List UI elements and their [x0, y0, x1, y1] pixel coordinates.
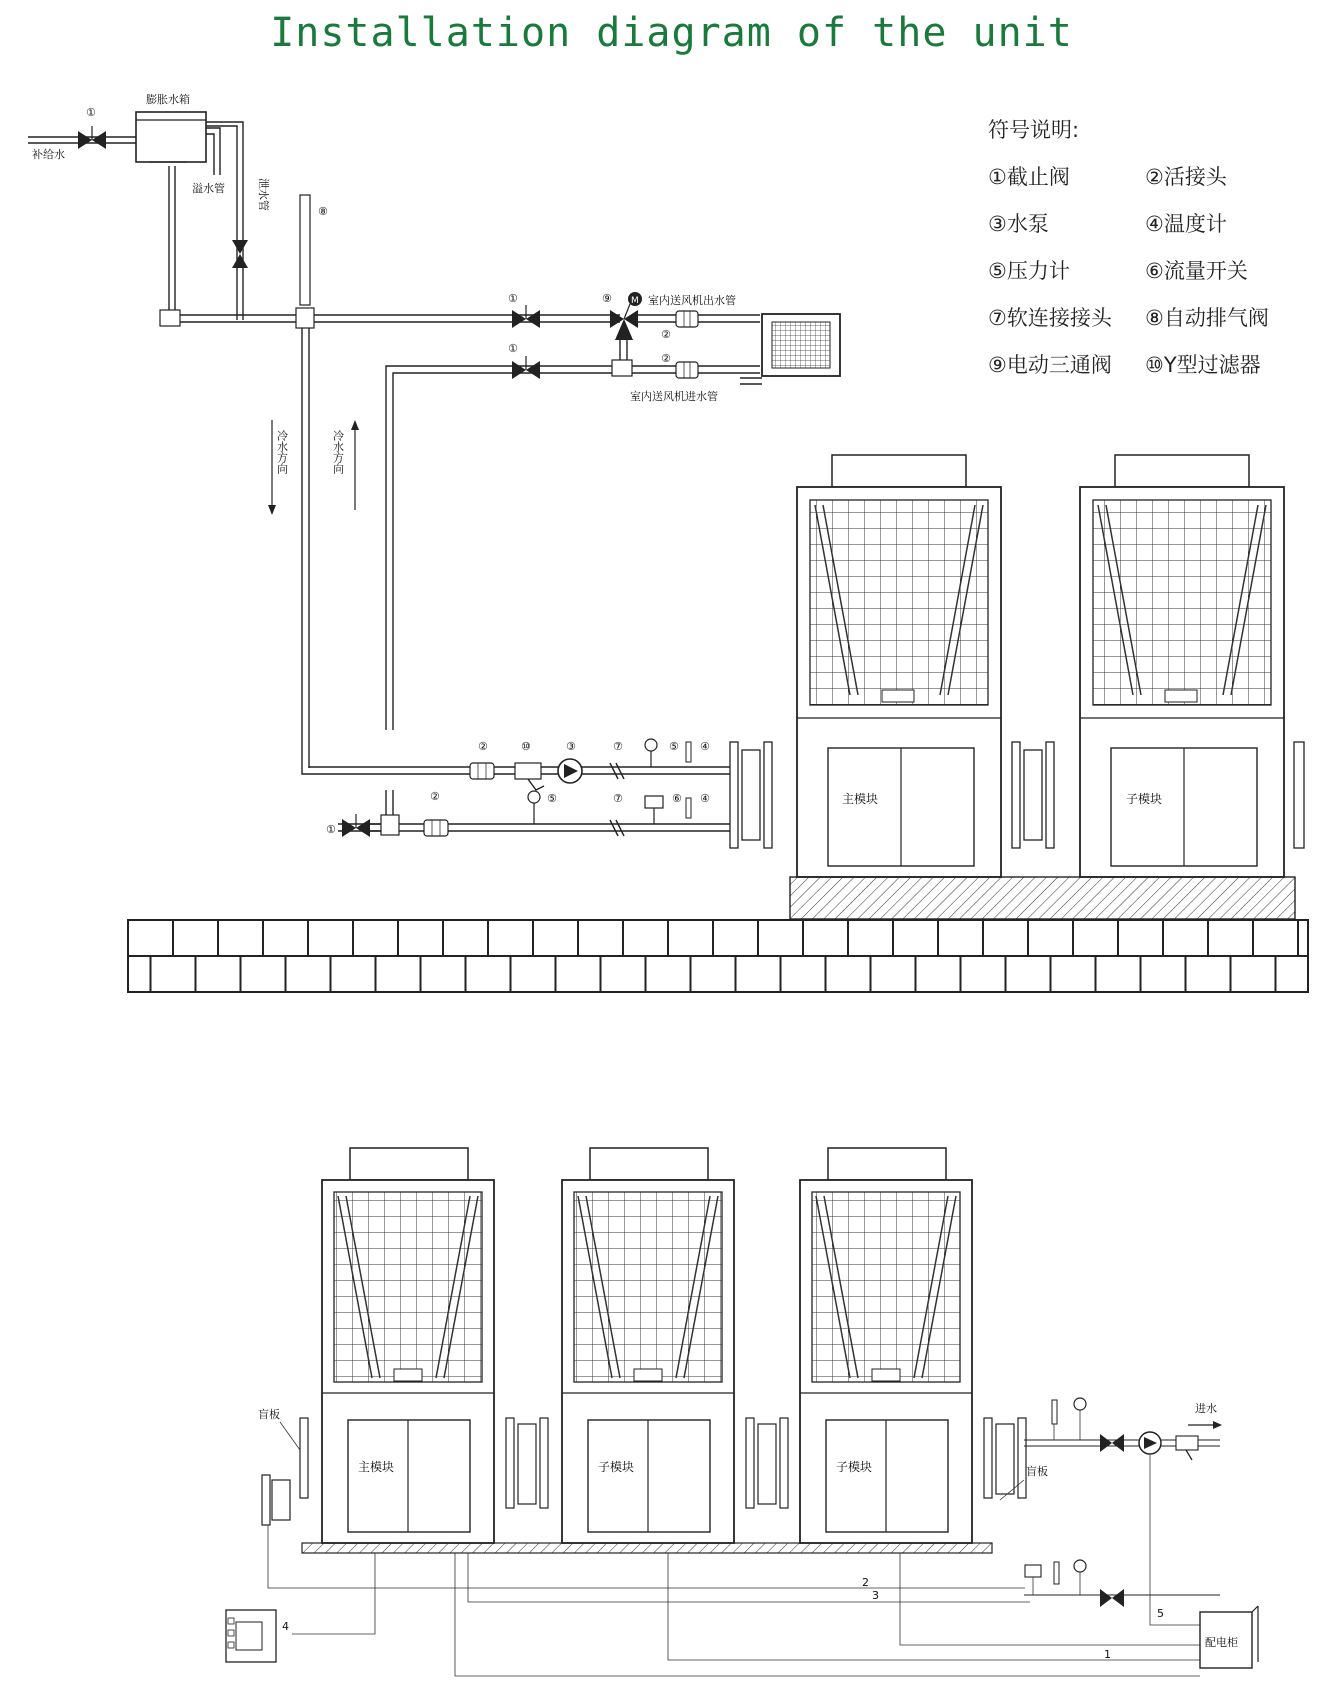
callout-9: ⑨: [602, 292, 612, 305]
control-cabinet-label: 配电柜: [1205, 1636, 1238, 1649]
water-inlet-label: 进水: [1195, 1402, 1217, 1415]
callout-2: ②: [430, 790, 440, 803]
bottom-modules: [226, 1148, 1258, 1676]
expansion-tank-label: 膨胀水箱: [146, 93, 190, 106]
concrete-base: [302, 1543, 992, 1553]
callout-4: ④: [700, 740, 710, 753]
wire-label: 3: [872, 1589, 879, 1602]
union-icon: [676, 311, 698, 327]
sub-module-label: 子模块: [598, 1460, 635, 1474]
legend-item: ⑧自动排气阀: [1145, 306, 1269, 330]
callout-7: ⑦: [613, 792, 623, 805]
callout-3: ③: [566, 740, 576, 753]
flow-switch-icon: [645, 796, 663, 824]
legend-item: ⑤压力计: [988, 259, 1070, 283]
controller-panel: [226, 1610, 276, 1662]
flange-connector: [1294, 742, 1304, 848]
y-filter-icon: [515, 763, 544, 790]
makeup-water-label: 补给水: [32, 148, 65, 161]
pressure-gauge-icon: [645, 739, 657, 767]
callout-2: ②: [661, 328, 671, 341]
legend-item: ③水泵: [988, 212, 1049, 236]
stop-valve-icon: [1100, 1589, 1124, 1607]
union-icon: [470, 763, 494, 779]
flex-connector-icon: [610, 820, 624, 836]
callout-2: ②: [478, 740, 488, 753]
legend-item: ⑨电动三通阀: [988, 353, 1112, 377]
stop-valve-icon: [1100, 1434, 1124, 1452]
flex-connector-icon: [610, 763, 624, 779]
legend: [988, 118, 1269, 377]
legend-item: ②活接头: [1145, 165, 1227, 189]
pressure-gauge-icon: [1074, 1398, 1086, 1440]
sub-module-label: 子模块: [1126, 792, 1163, 806]
auto-air-vent: [300, 195, 310, 305]
thermometer-icon: [686, 742, 691, 762]
concrete-base: [790, 877, 1295, 919]
flange-connector: [730, 742, 772, 848]
legend-item: ⑥流量开关: [1145, 259, 1248, 283]
top-piping: [28, 92, 840, 837]
main-module-unit: [322, 1148, 494, 1543]
indoor-in-label: 室内送风机进水管: [630, 390, 718, 403]
pressure-gauge-icon: [1074, 1560, 1086, 1595]
cold-water-direction-label: 冷水方向: [275, 430, 289, 474]
callout-M: M: [631, 296, 639, 306]
main-module-label: 主模块: [842, 792, 879, 806]
distribution-cabinet: [1200, 1606, 1258, 1668]
callout-1: ①: [508, 342, 518, 355]
callout-6: ⑥: [672, 792, 682, 805]
drain-valve-icon: [232, 240, 248, 268]
top-modules: [730, 455, 1304, 919]
callout-1: ①: [326, 823, 336, 836]
callout-1: ①: [508, 292, 518, 305]
legend-item: ⑦软连接接头: [988, 306, 1112, 330]
flow-arrow-up: [351, 420, 359, 510]
callout-5: ⑤: [669, 740, 679, 753]
wire-label: 4: [282, 1620, 289, 1633]
stop-valve-icon: [512, 356, 540, 379]
blind-plate-label: 盲板: [258, 1408, 280, 1421]
cold-water-direction-label: 冷水方向: [331, 430, 345, 474]
drain-label: 泄水管: [257, 178, 270, 211]
callout-2: ②: [661, 352, 671, 365]
diagram-title: Installation diagram of the unit: [270, 10, 1073, 56]
legend-item: ④温度计: [1145, 212, 1227, 236]
sub-module-unit: [800, 1148, 972, 1543]
callout-5: ⑤: [547, 792, 557, 805]
thermometer-icon: [1052, 1400, 1057, 1440]
wire-label: 1: [1104, 1648, 1111, 1661]
water-pump-icon: [1139, 1432, 1161, 1454]
stop-valve-icon: [78, 126, 106, 149]
flow-switch-icon: [1025, 1565, 1041, 1595]
callout-1: ①: [86, 106, 96, 119]
blind-plate-label: 盲板: [1026, 1465, 1048, 1478]
sub-module-unit: [562, 1148, 734, 1543]
indoor-out-label: 室内送风机出水管: [648, 294, 736, 307]
stop-valve-icon: [512, 305, 540, 328]
sub-module-label: 子模块: [836, 1460, 873, 1474]
water-pump-icon: [558, 759, 582, 783]
callout-8: ⑧: [318, 205, 328, 218]
flange-connector: [1012, 742, 1054, 848]
pressure-gauge-icon: [528, 791, 540, 824]
wire-label: 5: [1157, 1607, 1164, 1620]
y-filter-icon: [1176, 1436, 1198, 1460]
sub-module-unit: [1080, 455, 1284, 877]
stop-valve-icon: [342, 814, 370, 837]
main-module-label: 主模块: [358, 1460, 395, 1474]
union-icon: [676, 362, 698, 378]
callout-10: ⑩: [521, 740, 531, 753]
main-module-unit: [797, 455, 1001, 877]
thermometer-icon: [1054, 1562, 1059, 1584]
callout-4: ④: [700, 792, 710, 805]
legend-item: ①截止阀: [988, 165, 1070, 189]
brick-foundation: [128, 920, 1308, 992]
callout-7: ⑦: [613, 740, 623, 753]
union-icon: [424, 820, 448, 836]
overflow-pipe-label: 溢水管: [192, 182, 225, 195]
thermometer-icon: [686, 798, 691, 818]
legend-title: 符号说明:: [988, 118, 1080, 142]
wire-label: 2: [862, 1576, 869, 1589]
legend-item: ⑩Y型过滤器: [1145, 353, 1261, 377]
